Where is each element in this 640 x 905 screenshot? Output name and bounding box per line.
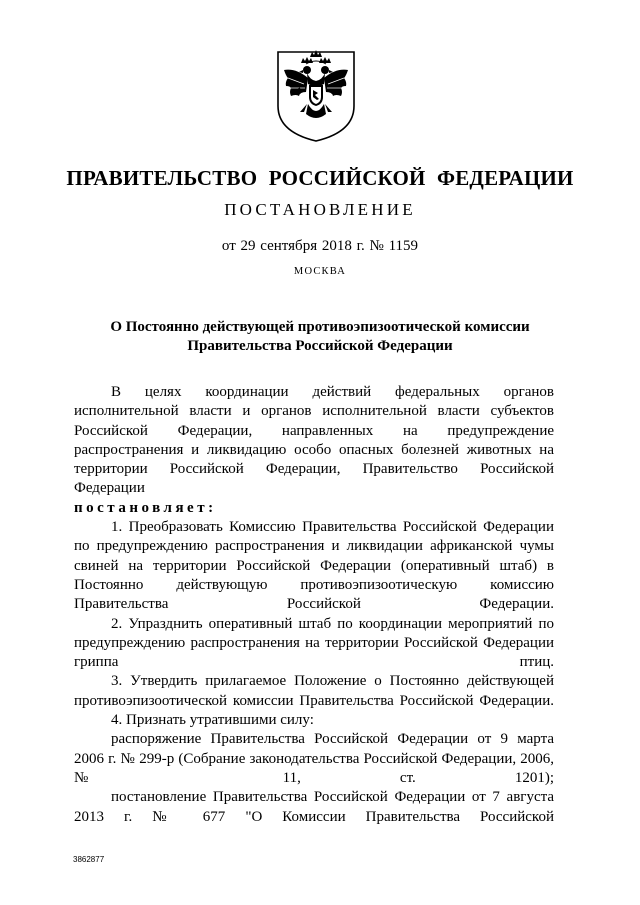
document-subject bbox=[70, 318, 570, 356]
decrees-word bbox=[74, 499, 554, 518]
item-1-paragraph: 1. Преобразовать Комиссию Правительства Российской Федерации по предупреждению распространения и ликвидации африканской чумы свиней на территории Российской Федерации (оперативный штаб) в Постоянно действующую противоэпизоотическую комиссию Правительства Российской Федерации. bbox=[74, 519, 554, 613]
preamble-paragraph: В целях координации действий федеральных органов исполнительной власти и органов исполнительной власти субъектов Российской Федерации, направленных на предупреждение распространения и ликвидацию особо опасных болезней животных на территории Российской Федерации, Правительство Российской Федерации bbox=[74, 384, 554, 497]
government-title: ПРАВИТЕЛЬСТВО РОССИЙСКОЙ ФЕДЕРАЦИИ bbox=[66, 166, 574, 190]
subject-line-1: О Постоянно действующей противоэпизоотической комиссии bbox=[110, 319, 530, 335]
subject-line-2: Правительства Российской Федерации bbox=[187, 338, 453, 354]
item-4b-paragraph: постановление Правительства Российской Федерации от 7 августа 2013 г. № 677 "О Комиссии Правительства Российской bbox=[74, 789, 554, 825]
item-3-paragraph: 3. Утвердить прилагаемое Положение о Постоянно действующей противоэпизоотической комиссии Правительства Российской Федерации. bbox=[74, 673, 554, 709]
decrees-label: постановляет: bbox=[74, 499, 217, 516]
item-2-paragraph: 2. Упразднить оперативный штаб по координации мероприятий по предупреждению распространения на территории Российской Федерации гриппа птиц. bbox=[74, 615, 554, 671]
item-4a-paragraph: распоряжение Правительства Российской Федерации от 9 марта 2006 г. № 299-р (Собрание законодательства Российской Федерации, 2006, № 11, ст. 1201); bbox=[74, 731, 554, 786]
item-4-paragraph: 4. Признать утратившими силу: bbox=[111, 712, 314, 729]
footer-document-code: 3862877 bbox=[73, 855, 105, 864]
document-type: ПОСТАНОВЛЕНИЕ bbox=[224, 200, 416, 219]
russian-coat-of-arms-icon bbox=[274, 48, 358, 144]
document-body bbox=[74, 383, 554, 827]
document-city: МОСКВА bbox=[293, 266, 347, 277]
document-date-number: от 29 сентября 2018 г. № 1159 bbox=[221, 238, 419, 254]
